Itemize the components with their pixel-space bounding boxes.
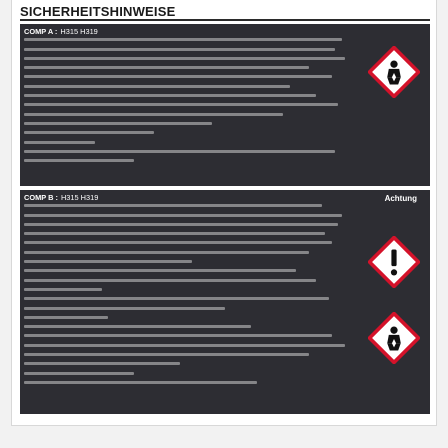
comp-a-panel <box>20 24 430 186</box>
health-hazard-pictogram-icon <box>368 46 420 98</box>
comp-b-unreadable-lines <box>24 204 348 384</box>
safety-heading: SICHERHEITSHINWEISE <box>20 5 430 21</box>
signal-word: Achtung <box>384 194 417 203</box>
comp-a-label: COMP A : <box>24 27 58 36</box>
comp-b-label: COMP B : <box>24 193 58 202</box>
exclamation-mark-pictogram-icon <box>368 236 420 288</box>
comp-a-h-codes: H315 H319 <box>60 27 98 36</box>
product-label <box>12 0 436 425</box>
comp-a-unreadable-lines <box>24 38 348 162</box>
comp-a-text <box>24 27 348 168</box>
comp-b-h-codes: H315 H319 <box>60 193 99 202</box>
comp-b-text <box>24 193 348 390</box>
health-hazard-pictogram-icon <box>368 312 420 364</box>
comp-b-panel <box>20 190 430 414</box>
